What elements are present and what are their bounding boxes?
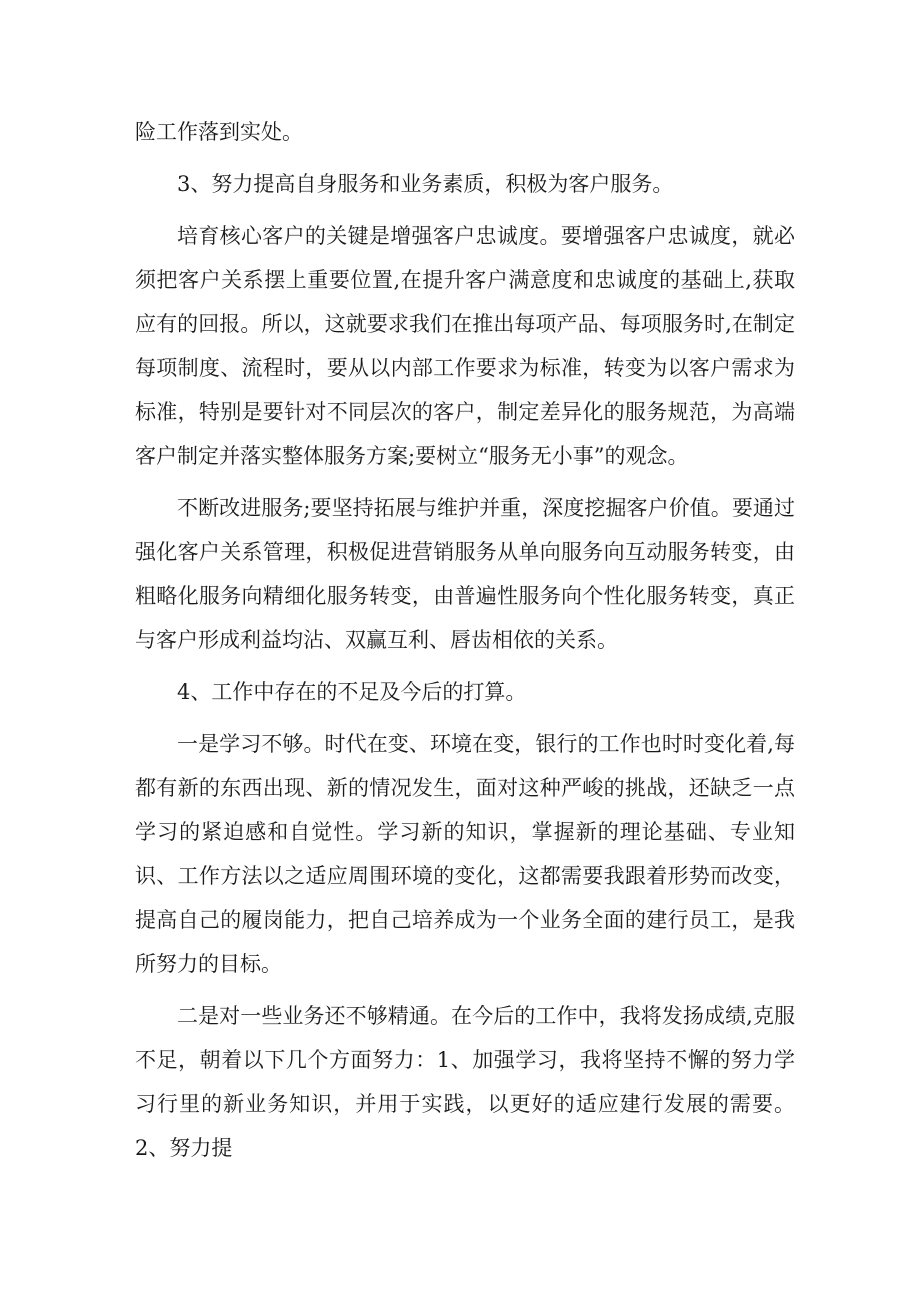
paragraph-heading-4: 4、工作中存在的不足及今后的打算。: [177, 680, 527, 704]
paragraph-business-skills: 二是对一些业务还不够精通。在今后的工作中，我将发扬成绩,克服不足，朝着以下几个方面努力：1、加强学习，我将坚持不懈的努力学习行里的新业务知识，并用于实践，以更好的适应建行发展的需要。2、努力提: [135, 1004, 795, 1160]
document-body: [135, 110, 795, 1170]
paragraph-core-customers: 培育核心客户的关键是增强客户忠诚度。要增强客户忠诚度，就必须把客户关系摆上重要位置,在提升客户满意度和忠诚度的基础上,获取应有的回报。所以，这就要求我们在推出每项产品、每项服务时,在制定每项制度、流程时，要从以内部工作要求为标准，转变为以客户需求为标准，特别是要针对不同层次的客户，制定差异化的服务规范，为高端客户制定并落实整体服务方案;要树立“服务无小事”的观念。: [135, 224, 795, 468]
paragraph-continuation: 险工作落到实处。: [135, 120, 303, 144]
paragraph-improve-service: 不断改进服务;要坚持拓展与维护并重，深度挖掘客户价值。要通过强化客户关系管理，积极促进营销服务从单向服务向互动服务转变，由粗略化服务向精细化服务转变，由普遍性服务向个性化服务转变，真正与客户形成利益均沾、双赢互利、唇齿相依的关系。: [135, 496, 795, 652]
paragraph-heading-3: 3、努力提高自身服务和业务素质，积极为客户服务。: [177, 172, 674, 196]
paragraph-learning: 一是学习不够。时代在变、环境在变，银行的工作也时时变化着,每都有新的东西出现、新的情况发生，面对这种严峻的挑战，还缺乏一点学习的紧迫感和自觉性。学习新的知识，掌握新的理论基础、专业知识、工作方法以之适应周围环境的变化，这都需要我跟着形势而改变，提高自己的履岗能力，把自己培养成为一个业务全面的建行员工，是我所努力的目标。: [135, 732, 795, 976]
